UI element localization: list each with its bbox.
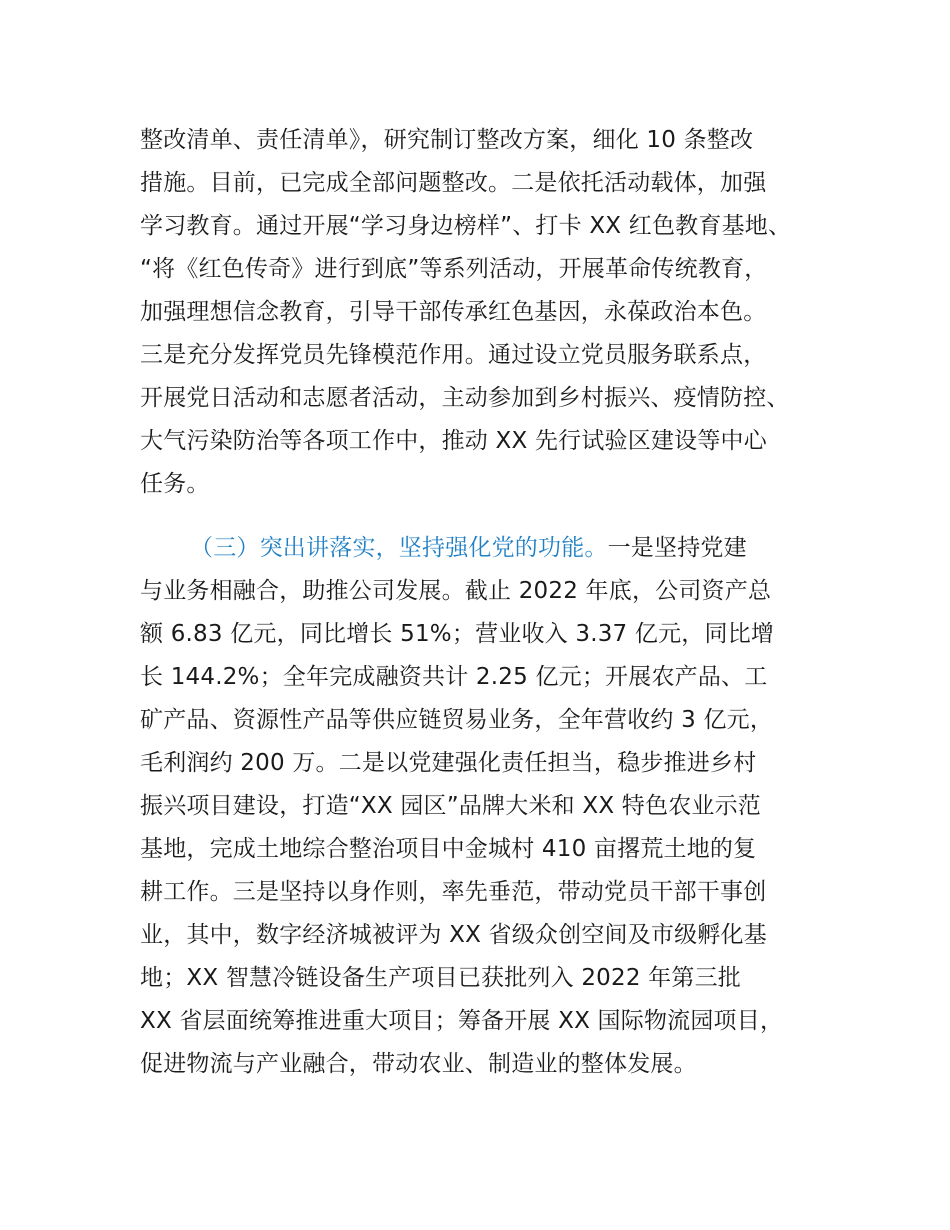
text-line: 学习教育。通过开展“学习身边榜样”、打卡 XX 红色教育基地、 xyxy=(140,213,792,239)
text-line: XX 省层面统筹推进重大项目；筹备开展 XX 国际物流园项目， xyxy=(140,1008,784,1034)
text-line: 耕工作。三是坚持以身作则，率先垂范，带动党员干部干事创 xyxy=(140,879,767,905)
text-line: 开展党日活动和志愿者活动，主动参加到乡村振兴、疫情防控、 xyxy=(140,385,790,411)
text-line: 措施。目前，已完成全部问题整改。二是依托活动载体，加强 xyxy=(140,170,767,196)
text-line: 长 144.2%；全年完成融资共计 2.25 亿元；开展农产品、工 xyxy=(140,664,768,690)
text-line: 振兴项目建设，打造“XX 园区”品牌大米和 XX 特色农业示范 xyxy=(140,793,761,819)
text-line: 基地，完成土地综合整治项目中金城村 410 亩撂荒土地的复 xyxy=(140,836,757,862)
text-line: 额 6.83 亿元，同比增长 51%；营业收入 3.37 亿元，同比增 xyxy=(140,621,775,647)
text-line: 毛利润约 200 万。二是以党建强化责任担当，稳步推进乡村 xyxy=(140,750,757,776)
text-line: 与业务相融合，助推公司发展。截止 2022 年底，公司资产总 xyxy=(140,578,772,604)
heading-line-rest: 一是坚持党建 xyxy=(607,535,747,561)
text-line: 地；XX 智慧冷链设备生产项目已获批列入 2022 年第三批 xyxy=(140,965,741,991)
text-line: 矿产品、资源性产品等供应链贸易业务，全年营收约 3 亿元， xyxy=(140,707,774,733)
section-heading: （三）突出讲落实，坚持强化党的功能。 xyxy=(190,535,608,561)
text-line: 促进物流与产业融合，带动农业、制造业的整体发展。 xyxy=(140,1051,697,1077)
section-heading-line xyxy=(190,533,747,563)
text-line: 大气污染防治等各项工作中，推动 XX 先行试验区建设等中心 xyxy=(140,428,767,454)
text-line: 三是充分发挥党员先锋模范作用。通过设立党员服务联系点， xyxy=(140,342,767,368)
text-line: 任务。 xyxy=(140,471,210,497)
text-line: 加强理想信念教育，引导干部传承红色基因，永葆政治本色。 xyxy=(140,299,767,325)
text-line: 业，其中，数字经济城被评为 XX 省级众创空间及市级孵化基 xyxy=(140,922,767,948)
text-line: 整改清单、责任清单》，研究制订整改方案，细化 10 条整改 xyxy=(140,127,754,153)
text-line: “将《红色传奇》进行到底”等系列活动，开展革命传统教育， xyxy=(140,256,768,282)
